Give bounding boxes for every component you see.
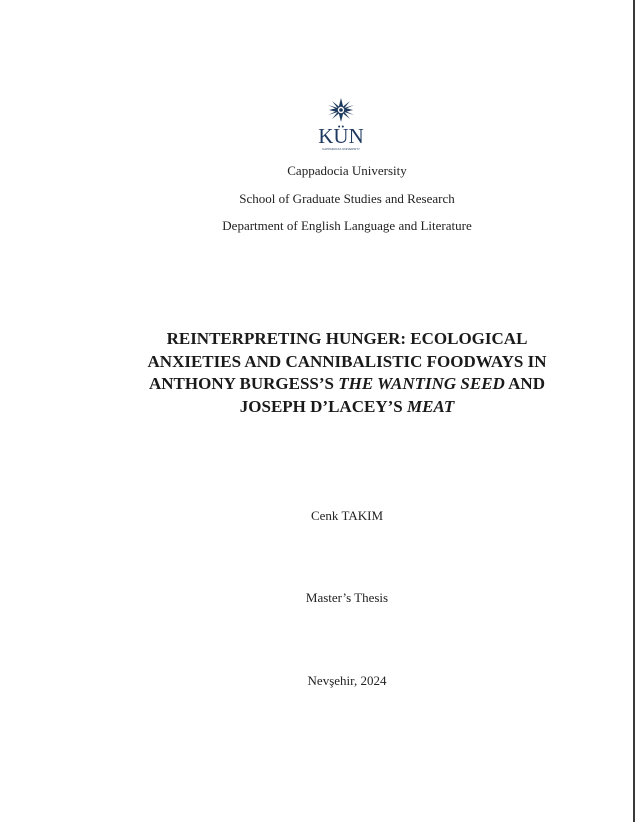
book-title-wanting-seed: THE WANTING SEED bbox=[338, 374, 505, 393]
department-name: Department of English Language and Literature bbox=[222, 218, 472, 233]
university-logo bbox=[311, 96, 371, 152]
title-line-3-suffix: AND bbox=[504, 374, 545, 393]
university-name: Cappadocia University bbox=[287, 163, 407, 178]
title-line-2: ANXIETIES AND CANNIBALISTIC FOODWAYS IN bbox=[147, 351, 547, 371]
logo-subtitle: CAPPADOCIA UNIVERSITY bbox=[321, 147, 361, 151]
school-name: School of Graduate Studies and Research bbox=[239, 191, 455, 206]
author-name: Cenk TAKIM bbox=[310, 508, 384, 523]
title-line-4 bbox=[0, 396, 635, 419]
title-line-3 bbox=[0, 373, 635, 396]
book-title-meat: MEAT bbox=[406, 396, 455, 416]
thesis-title bbox=[0, 328, 635, 418]
title-line-1: REINTERPRETING HUNGER: ECOLOGICAL bbox=[166, 329, 528, 348]
title-line-4-prefix: JOSEPH D’LACEY’S bbox=[239, 396, 407, 416]
place-date: Nevşehir, 2024 bbox=[307, 673, 387, 688]
degree-type: Master’s Thesis bbox=[305, 590, 389, 605]
sunburst-emblem-icon bbox=[311, 96, 371, 152]
title-line-3-prefix: ANTHONY BURGESS’S bbox=[149, 374, 339, 393]
logo-wordmark: KÜN bbox=[318, 124, 364, 148]
